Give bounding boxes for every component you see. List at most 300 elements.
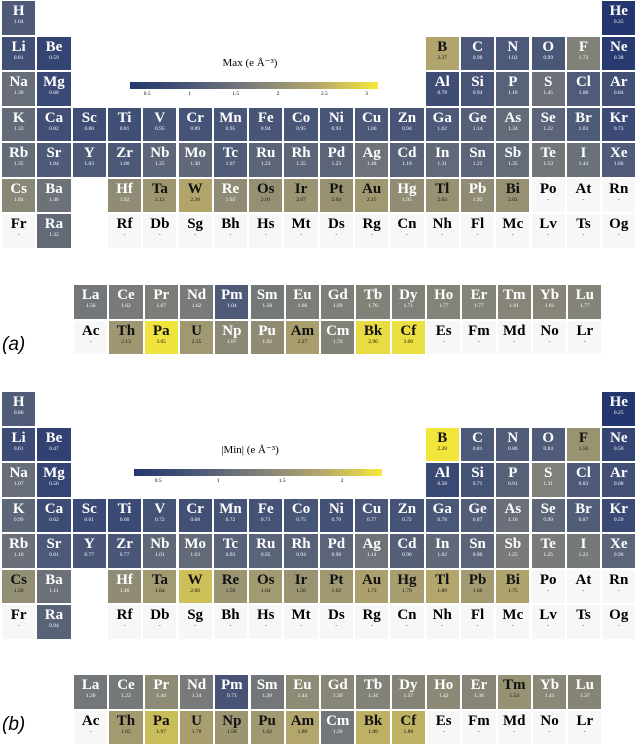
element-cell-si [460, 71, 495, 107]
element-cell-fm [461, 710, 496, 745]
element-cell-n [495, 427, 530, 463]
element-symbol: Np [215, 321, 248, 339]
element-value: 0.84 [602, 90, 635, 97]
element-cell-cu [354, 498, 389, 534]
element-value: 1.81 [533, 303, 566, 310]
element-symbol: Ce [109, 285, 142, 303]
element-value: 0.59 [37, 55, 70, 62]
element-symbol: He [602, 392, 635, 410]
element-cell-te [531, 142, 566, 178]
element-value: 1.62 [109, 303, 142, 310]
element-cell-c [460, 36, 495, 72]
element-value: 1.03 [179, 552, 212, 559]
element-value: - [390, 623, 423, 630]
element-value: 1.44 [286, 693, 319, 700]
element-cell-tl [425, 178, 460, 214]
element-value: 1.20 [251, 693, 284, 700]
element-cell-sr [36, 533, 71, 569]
element-value: 1.18 [496, 90, 529, 97]
element-cell-og [601, 604, 636, 640]
element-value: 0.77 [355, 517, 388, 524]
element-symbol: Hs [249, 605, 282, 623]
element-cell-o [531, 427, 566, 463]
element-symbol: Ru [249, 534, 282, 552]
element-value: 2.07 [284, 197, 317, 204]
colorbar-tick-label: 1.5 [279, 478, 286, 484]
element-value: 1.77 [568, 303, 601, 310]
element-symbol: Ts [567, 605, 600, 623]
element-value: - [496, 232, 529, 239]
element-cell-zr [107, 142, 142, 178]
element-symbol: Pd [320, 143, 353, 161]
element-cell-bk [355, 710, 390, 745]
element-value: 2.13 [109, 339, 142, 346]
element-cell-ra [36, 604, 71, 640]
element-value: 0.95 [284, 126, 317, 133]
element-value: 1.03 [73, 161, 106, 168]
element-symbol: Mg [37, 463, 70, 481]
element-value: 0.71 [461, 481, 494, 488]
element-cell-pm [214, 674, 249, 710]
element-value: 0.95 [249, 552, 282, 559]
element-value: 1.95 [390, 197, 423, 204]
element-cell-zn [389, 498, 424, 534]
element-cell-ta [142, 569, 177, 605]
element-value: 0.60 [108, 517, 141, 524]
element-value: 1.34 [496, 126, 529, 133]
element-symbol: No [533, 711, 566, 729]
element-symbol: Nd [180, 285, 213, 303]
element-symbol: Kr [602, 108, 635, 126]
element-value: 0.91 [496, 481, 529, 488]
element-cell-xe [601, 142, 636, 178]
element-symbol: Si [461, 463, 494, 481]
element-value: 1.71 [392, 303, 425, 310]
element-symbol: Dy [392, 285, 425, 303]
element-cell-rg [354, 604, 389, 640]
element-symbol: N [496, 428, 529, 446]
element-symbol: Pt [320, 570, 353, 588]
element-value: 0.78 [426, 90, 459, 97]
element-cell-as [495, 107, 530, 143]
element-value: - [602, 232, 635, 239]
element-cell-th [108, 710, 143, 745]
colorbar-tick-label: 2 [277, 91, 280, 97]
element-value: 1.10 [496, 517, 529, 524]
element-cell-ni [319, 107, 354, 143]
element-value: 0.94 [284, 552, 317, 559]
element-value: 1.31 [426, 161, 459, 168]
element-value: 0.77 [108, 552, 141, 559]
element-value: 0.96 [461, 552, 494, 559]
element-symbol: Rh [284, 143, 317, 161]
element-value: - [214, 232, 247, 239]
element-symbol: Cm [321, 321, 354, 339]
element-value: 2.37 [426, 55, 459, 62]
element-cell-rh [283, 533, 318, 569]
element-symbol: Nb [143, 534, 176, 552]
element-value: 2.38 [179, 197, 212, 204]
element-cell-te [531, 533, 566, 569]
element-symbol: Ir [284, 570, 317, 588]
element-cell-ir [283, 178, 318, 214]
element-cell-ge [460, 107, 495, 143]
element-symbol: As [496, 499, 529, 517]
element-symbol: Bk [356, 711, 389, 729]
element-value: 1.87 [215, 339, 248, 346]
element-symbol: Na [2, 72, 35, 90]
element-cell-tm [497, 284, 532, 320]
element-cell-rn [601, 178, 636, 214]
element-value: - [462, 729, 495, 736]
element-cell-al [425, 71, 460, 107]
element-symbol: Hs [249, 214, 282, 232]
element-symbol: F [567, 428, 600, 446]
element-value: - [179, 232, 212, 239]
element-cell-cu [354, 107, 389, 143]
element-cell-o [531, 36, 566, 72]
element-symbol: Zn [390, 108, 423, 126]
element-cell-pd [319, 142, 354, 178]
element-symbol: Sn [461, 143, 494, 161]
element-symbol: Eu [286, 675, 319, 693]
panel-label: (b) [2, 714, 25, 736]
element-symbol: Na [2, 463, 35, 481]
element-cell-ca [36, 498, 71, 534]
element-cell-pu [250, 320, 285, 356]
element-cell-lv [531, 213, 566, 249]
element-value: 3.00 [392, 339, 425, 346]
element-cell-rb [1, 142, 36, 178]
element-symbol: Hg [390, 570, 423, 588]
element-symbol: Fm [462, 711, 495, 729]
element-cell-cd [389, 142, 424, 178]
element-value: 1.80 [286, 729, 319, 736]
element-symbol: Tm [498, 285, 531, 303]
element-cell-np [214, 710, 249, 745]
element-symbol: Og [602, 214, 635, 232]
element-value: 1.66 [286, 303, 319, 310]
element-cell-ag [354, 533, 389, 569]
element-value: 0.70 [320, 517, 353, 524]
element-cell-rn [601, 569, 636, 605]
element-symbol: Rh [284, 534, 317, 552]
element-cell-br [566, 498, 601, 534]
element-cell-lu [567, 674, 602, 710]
element-cell-k [1, 107, 36, 143]
element-symbol: S [532, 463, 565, 481]
element-symbol: C [461, 428, 494, 446]
element-symbol: Md [498, 711, 531, 729]
element-cell-li [1, 36, 36, 72]
element-value: 0.89 [179, 126, 212, 133]
element-cell-p [495, 462, 530, 498]
element-value: 0.61 [73, 517, 106, 524]
element-symbol: Sc [73, 108, 106, 126]
element-cell-ac [73, 320, 108, 356]
element-symbol: Fr [2, 605, 35, 623]
element-value: 1.73 [567, 55, 600, 62]
element-cell-ar [601, 462, 636, 498]
element-cell-w [178, 178, 213, 214]
element-cell-mc [495, 213, 530, 249]
element-cell-kr [601, 107, 636, 143]
element-cell-tb [355, 284, 390, 320]
element-symbol: Sm [251, 285, 284, 303]
element-value: 1.32 [37, 232, 70, 239]
element-cell-zn [389, 107, 424, 143]
element-symbol: At [567, 570, 600, 588]
element-cell-ge [460, 498, 495, 534]
element-cell-na [1, 462, 36, 498]
element-cell-ds [319, 213, 354, 249]
element-symbol: Mc [496, 214, 529, 232]
element-value: 0.87 [461, 517, 494, 524]
element-symbol: Dy [392, 675, 425, 693]
element-cell-mn [213, 498, 248, 534]
element-value: 1.30 [179, 161, 212, 168]
element-value: 2.02 [496, 197, 529, 204]
element-cell-na [1, 71, 36, 107]
element-cell-am [285, 710, 320, 745]
element-cell-ne [601, 36, 636, 72]
element-cell-re [213, 569, 248, 605]
element-symbol: C [461, 37, 494, 55]
element-cell-cm [320, 710, 355, 745]
element-symbol: Ca [37, 108, 70, 126]
element-symbol: Br [567, 499, 600, 517]
element-symbol: Mg [37, 72, 70, 90]
element-symbol: Cu [355, 499, 388, 517]
element-value: 0.99 [2, 517, 35, 524]
element-cell-ds [319, 604, 354, 640]
element-cell-sc [72, 107, 107, 143]
element-value: 0.81 [461, 446, 494, 453]
element-cell-pa [144, 710, 179, 745]
element-value: 1.10 [2, 552, 35, 559]
element-value: - [284, 232, 317, 239]
element-cell-yb [532, 284, 567, 320]
element-value: - [108, 232, 141, 239]
element-value: 1.77 [462, 303, 495, 310]
colorbar [134, 469, 382, 476]
element-cell-cr [178, 107, 213, 143]
colorbar-tick-label: 0.5 [155, 478, 162, 484]
element-symbol: Ds [320, 214, 353, 232]
element-symbol: Am [286, 321, 319, 339]
element-cell-hs [248, 213, 283, 249]
element-symbol: Yb [533, 675, 566, 693]
element-value: 0.61 [2, 446, 35, 453]
element-cell-mt [283, 604, 318, 640]
element-value: 1.92 [251, 339, 284, 346]
element-cell-cl [566, 71, 601, 107]
element-cell-tc [213, 142, 248, 178]
element-value: 1.73 [355, 588, 388, 595]
element-cell-sg [178, 213, 213, 249]
element-value: 1.23 [320, 161, 353, 168]
element-value: - [214, 623, 247, 630]
element-cell-md [497, 710, 532, 745]
element-cell-u [179, 320, 214, 356]
element-value: 1.25 [532, 552, 565, 559]
element-value: 0.73 [215, 693, 248, 700]
element-value: 0.94 [390, 126, 423, 133]
element-symbol: S [532, 72, 565, 90]
element-symbol: He [602, 1, 635, 19]
element-cell-s [531, 462, 566, 498]
element-cell-cs [1, 569, 36, 605]
element-symbol: O [532, 428, 565, 446]
element-symbol: B [426, 428, 459, 446]
element-value: - [461, 623, 494, 630]
element-value: 1.46 [108, 588, 141, 595]
element-value: 2.15 [355, 197, 388, 204]
element-symbol: Ag [355, 143, 388, 161]
element-symbol: Pt [320, 179, 353, 197]
element-value: 1.56 [284, 588, 317, 595]
element-symbol: Lr [568, 321, 601, 339]
element-symbol: Mn [214, 108, 247, 126]
element-symbol: Ca [37, 499, 70, 517]
element-value: 1.25 [143, 161, 176, 168]
element-value: - [74, 339, 107, 346]
element-symbol: Cs [2, 570, 35, 588]
element-symbol: Sb [496, 143, 529, 161]
element-cell-ru [248, 142, 283, 178]
element-cell-th [108, 320, 143, 356]
element-symbol: Lu [568, 285, 601, 303]
element-value: 0.73 [602, 126, 635, 133]
element-symbol: Lv [532, 605, 565, 623]
element-cell-pm [214, 284, 249, 320]
element-value: 0.72 [390, 517, 423, 524]
element-symbol: Kr [602, 499, 635, 517]
element-cell-hf [107, 178, 142, 214]
element-symbol: In [426, 534, 459, 552]
element-symbol: Sm [251, 675, 284, 693]
colorbar-tick-label: 1.5 [232, 91, 239, 97]
element-value: - [498, 339, 531, 346]
element-value: - [390, 232, 423, 239]
element-cell-li [1, 427, 36, 463]
element-value: 1.62 [180, 303, 213, 310]
element-symbol: Hg [390, 179, 423, 197]
element-value: 1.65 [109, 729, 142, 736]
element-symbol: Zr [108, 534, 141, 552]
element-symbol: Db [143, 214, 176, 232]
element-symbol: La [74, 285, 107, 303]
element-symbol: Y [73, 143, 106, 161]
element-value: 0.25 [602, 19, 635, 26]
element-cell-pt [319, 178, 354, 214]
element-value: 1.48 [355, 161, 388, 168]
element-cell-i [566, 533, 601, 569]
element-cell-mo [178, 142, 213, 178]
element-cell-sg [178, 604, 213, 640]
element-value: 1.97 [145, 729, 178, 736]
element-cell-be [36, 427, 71, 463]
element-symbol: Rn [602, 570, 635, 588]
element-symbol: Pm [215, 675, 248, 693]
element-value: 1.39 [2, 90, 35, 97]
element-value: 1.58 [251, 303, 284, 310]
element-cell-fe [248, 107, 283, 143]
element-cell-nh [425, 213, 460, 249]
element-value: 2.28 [426, 446, 459, 453]
element-symbol: Cf [392, 321, 425, 339]
colorbar-tick-label: 2.5 [321, 91, 328, 97]
element-cell-lr [567, 320, 602, 356]
element-symbol: Cn [390, 214, 423, 232]
element-cell-in [425, 142, 460, 178]
element-symbol: Pu [251, 321, 284, 339]
element-symbol: Re [214, 179, 247, 197]
element-value: 0.59 [602, 517, 635, 524]
element-cell-b [425, 427, 460, 463]
element-cell-hg [389, 569, 424, 605]
element-value: - [426, 232, 459, 239]
element-value: 1.76 [321, 339, 354, 346]
element-value: - [567, 197, 600, 204]
element-cell-cf [391, 320, 426, 356]
element-symbol: Np [215, 711, 248, 729]
element-cell-os [248, 178, 283, 214]
element-value: 1.92 [108, 197, 141, 204]
element-symbol: Bh [214, 214, 247, 232]
element-symbol: Be [37, 37, 70, 55]
element-cell-mg [36, 462, 71, 498]
element-value: - [602, 588, 635, 595]
element-value: 0.25 [602, 410, 635, 417]
element-value: - [179, 623, 212, 630]
element-value: - [2, 623, 35, 630]
element-cell-ag [354, 142, 389, 178]
element-cell-fr [1, 213, 36, 249]
element-symbol: Bi [496, 179, 529, 197]
element-symbol: Tl [426, 179, 459, 197]
element-value: 0.86 [2, 410, 35, 417]
element-symbol: Nh [426, 605, 459, 623]
element-symbol: Og [602, 605, 635, 623]
element-symbol: Sc [73, 499, 106, 517]
element-cell-zr [107, 533, 142, 569]
element-symbol: Fr [2, 214, 35, 232]
element-symbol: Rn [602, 179, 635, 197]
element-value: 1.34 [356, 693, 389, 700]
element-value: 0.62 [37, 517, 70, 524]
element-cell-ba [36, 178, 71, 214]
element-cell-cf [391, 710, 426, 745]
element-value: 0.75 [284, 517, 317, 524]
element-value: 1.41 [533, 693, 566, 700]
element-value: - [108, 623, 141, 630]
element-cell-mc [495, 604, 530, 640]
element-symbol: Xe [602, 143, 635, 161]
element-value: 0.98 [461, 55, 494, 62]
element-symbol: Ta [143, 570, 176, 588]
element-cell-ru [248, 533, 283, 569]
element-value: 1.07 [214, 161, 247, 168]
element-value: - [567, 588, 600, 595]
element-symbol: Ni [320, 499, 353, 517]
element-symbol: Sb [496, 534, 529, 552]
element-cell-po [531, 569, 566, 605]
colorbar-title: Max (e Å⁻³) [150, 56, 350, 69]
element-cell-rg [354, 213, 389, 249]
element-value: 0.95 [214, 126, 247, 133]
element-value: 1.14 [355, 552, 388, 559]
